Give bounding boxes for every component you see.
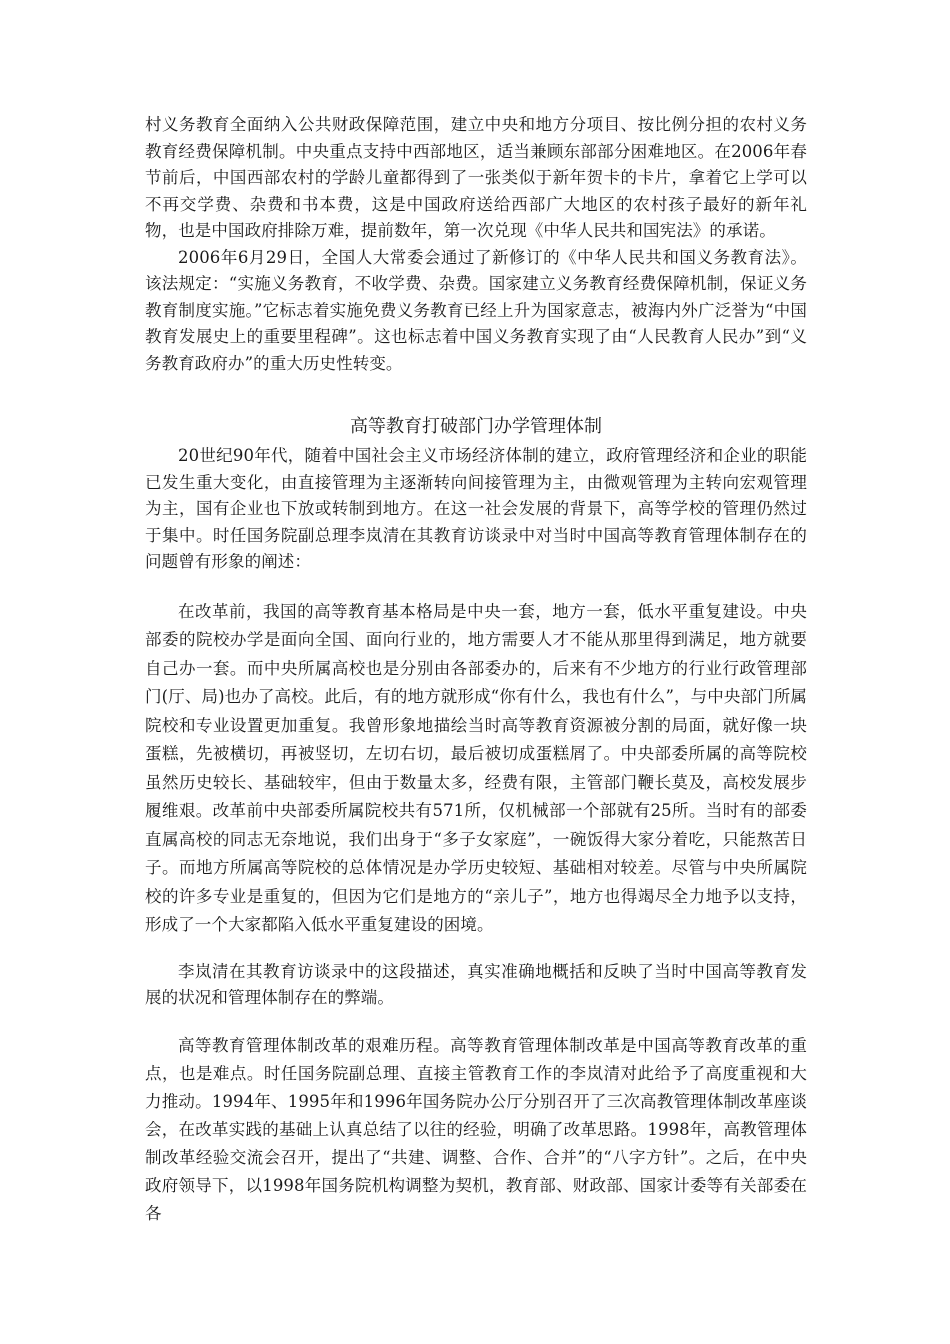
paragraph-quotation-summary: 李岚清在其教育访谈录中的这段描述，真实准确地概括和反映了当时中国高等教育发展的状况和管理体制存在的弊端。	[145, 961, 807, 1007]
paragraph-quotation-li-lanqing: 在改革前，我国的高等教育基本格局是中央一套，地方一套，低水平重复建设。中央部委的院校办学是面向全国、面向行业的，地方需要人才不能从那里得到满足，地方就要自己办一套。而中央所属高校也是分别由各部委办的，后来有不少地方的行业行政管理部门(厅、局)也办了高校。此后，有的地方就形成“你有什么，我也有什么”，与中央部门所属院校和专业设置更加重复。我曾形象地描绘当时高等教育资源被分割的局面，就好像一块蛋糕，先被横切，再被竖切，左切右切，最后被切成蛋糕屑了。中央部委所属的高等院校虽然历史较长、基础较牢，但由于数量太多，经费有限，主管部门鞭长莫及，高校发展步履维艰。改革前中央部委所属院校共有571所，仅机械部一个部就有25所。当时有的部委直属高校的同志无奈地说，我们出身于“多子女家庭”，一碗饭得大家分着吃，只能熬苦日子。而地方所属高等院校的总体情况是办学历史较短、基础相对较差。尽管与中央所属院校的许多专业是重复的，但因为它们是地方的“亲儿子”，地方也得竭尽全力地予以支持，形成了一个大家都陷入低水平重复建设的困境。	[145, 601, 807, 934]
section-title: 高等教育打破部门办学管理体制	[350, 416, 602, 437]
document-page	[145, 112, 807, 1228]
paragraph-reform-history: 高等教育管理体制改革的艰难历程。高等教育管理体制改革是中国高等教育改革的重点，也是难点。时任国务院副总理、直接主管教育工作的李岚清对此给予了高度重视和大力推动。1994年、1995年和1996年国务院办公厅分别召开了三次高教管理体制改革座谈会，在改革实践的基础上认真总结了以往的经验，明确了改革思路。1998年，高教管理体制改革经验交流会召开，提出了“共建、调整、合作、合并”的“八字方针”。之后，在中央政府领导下，以1998年国务院机构调整为契机，教育部、财政部、国家计委等有关部委在各	[145, 1035, 807, 1223]
paragraph-1990s-background: 20世纪90年代，随着中国社会主义市场经济体制的建立，政府管理经济和企业的职能已发生重大变化，由直接管理为主逐渐转向间接管理为主，由微观管理为主转向宏观管理为主，国有企业也下放或转制到地方。在这一社会发展的背景下，高等学校的管理仍然过于集中。时任国务院副总理李岚清在其教育访谈录中对当时中国高等教育管理体制存在的问题曾有形象的阐述：	[145, 446, 807, 571]
paragraph-compulsory-education-law: 2006年6月29日，全国人大常委会通过了新修订的《中华人民共和国义务教育法》。该法规定：“实施义务教育，不收学费、杂费。国家建立义务教育经费保障机制，保证义务教育制度实施。”它标志着实施免费义务教育已经上升为国家意志，被海内外广泛誉为“中国教育发展史上的重要里程碑”。这也标志着中国义务教育实现了由“人民教育人民办”到“义务教育政府办”的重大历史性转变。	[145, 247, 807, 373]
paragraph-rural-compulsory-education-funding: 村义务教育全面纳入公共财政保障范围，建立中央和地方分项目、按比例分担的农村义务教育经费保障机制。中央重点支持中西部地区，适当兼顾东部部分困难地区。在2006年春节前后，中国西部农村的学龄儿童都得到了一张类似于新年贺卡的卡片，拿着它上学可以不再交学费、杂费和书本费，这是中国政府送给西部广大地区的农村孩子最好的新年礼物，也是中国政府排除万难，提前数年，第一次兑现《中华人民共和国宪法》的承诺。	[145, 115, 807, 240]
